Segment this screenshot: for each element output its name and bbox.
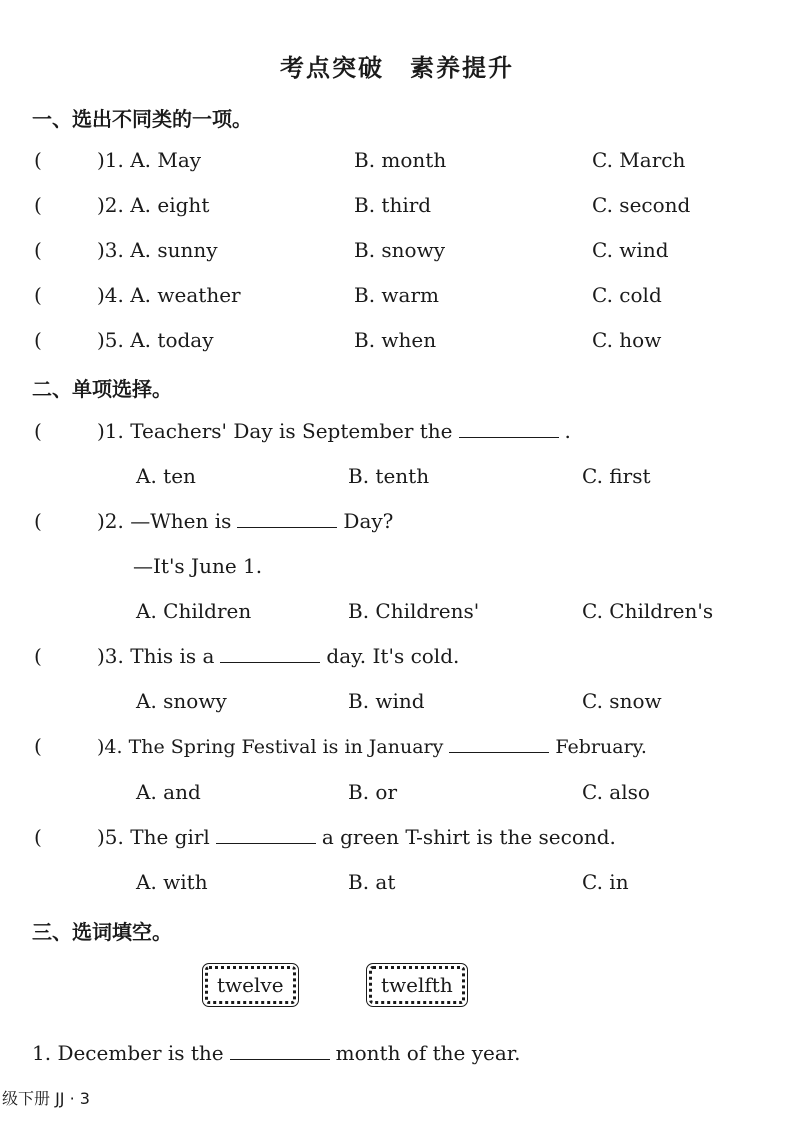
answer-paren[interactable]: ( xyxy=(34,825,42,849)
stem-pre: )3. This is a xyxy=(97,644,215,668)
page-title: 考点突破 素养提升 xyxy=(280,54,514,82)
option-b: B. when xyxy=(354,328,437,352)
page-footer: 级下册 JJ · 3 xyxy=(2,1089,90,1108)
option-a: )2. A. eight xyxy=(97,193,210,217)
option-b: B. wind xyxy=(348,689,425,713)
option-c: C. March xyxy=(592,148,686,172)
section-3-heading: 三、选词填空。 xyxy=(32,920,172,944)
stem-post: Day? xyxy=(343,509,394,533)
option-c: C. second xyxy=(592,193,691,217)
fill-blank[interactable] xyxy=(220,644,320,663)
section-2-heading: 二、单项选择。 xyxy=(32,377,172,401)
option-c: C. in xyxy=(582,870,629,894)
question-stem xyxy=(97,419,571,443)
stem-pre: )5. The girl xyxy=(97,825,210,849)
question-line-2: —It's June 1. xyxy=(133,554,263,578)
fill-blank[interactable] xyxy=(216,825,316,844)
option-a: )3. A. sunny xyxy=(97,238,218,262)
fill-blank[interactable] xyxy=(237,509,337,528)
stem-pre: )2. —When is xyxy=(97,509,232,533)
stem-post: month of the year. xyxy=(335,1041,521,1065)
stem-pre: )4. The Spring Festival is in January xyxy=(97,736,444,758)
option-c: C. wind xyxy=(592,238,669,262)
option-a: A. and xyxy=(136,780,201,804)
option-a: A. Children xyxy=(136,599,252,623)
answer-paren[interactable]: ( xyxy=(34,734,42,758)
stem-pre: )1. Teachers' Day is September the xyxy=(97,419,453,443)
option-c: C. also xyxy=(582,780,650,804)
option-a: A. snowy xyxy=(136,689,227,713)
option-a: )5. A. today xyxy=(97,328,214,352)
option-c: C. how xyxy=(592,328,662,352)
answer-paren[interactable]: ( xyxy=(34,238,42,262)
fill-blank[interactable] xyxy=(230,1041,330,1060)
option-b: B. Childrens' xyxy=(348,599,480,623)
answer-paren[interactable]: ( xyxy=(34,283,42,307)
option-c: C. Children's xyxy=(582,599,714,623)
fill-blank[interactable] xyxy=(449,734,549,753)
section-1-heading: 一、选出不同类的一项。 xyxy=(32,107,252,131)
option-a: )1. A. May xyxy=(97,148,202,172)
stem-post: a green T-shirt is the second. xyxy=(321,825,616,849)
option-a: )4. A. weather xyxy=(97,283,241,307)
option-c: C. first xyxy=(582,464,651,488)
question-stem xyxy=(97,644,459,668)
answer-paren[interactable]: ( xyxy=(34,328,42,352)
word-bank-twelfth: twelfth xyxy=(369,966,465,1004)
stem-post: February. xyxy=(555,736,647,758)
section-3-question-1 xyxy=(32,1041,521,1065)
option-b: B. snowy xyxy=(354,238,446,262)
option-b: B. month xyxy=(354,148,447,172)
option-b: B. warm xyxy=(354,283,439,307)
option-a: A. with xyxy=(136,870,208,894)
word-bank-twelve: twelve xyxy=(205,966,296,1004)
option-b: B. or xyxy=(348,780,398,804)
option-b: B. tenth xyxy=(348,464,430,488)
question-stem xyxy=(97,825,616,849)
stem-post: . xyxy=(564,419,571,443)
stem-post: day. It's cold. xyxy=(326,644,460,668)
answer-paren[interactable]: ( xyxy=(34,509,42,533)
stem-pre: 1. December is the xyxy=(32,1041,224,1065)
question-stem xyxy=(97,509,393,533)
question-stem xyxy=(97,734,647,758)
answer-paren[interactable]: ( xyxy=(34,419,42,443)
option-c: C. cold xyxy=(592,283,662,307)
option-a: A. ten xyxy=(136,464,196,488)
option-b: B. third xyxy=(354,193,432,217)
answer-paren[interactable]: ( xyxy=(34,644,42,668)
answer-paren[interactable]: ( xyxy=(34,148,42,172)
option-c: C. snow xyxy=(582,689,662,713)
option-b: B. at xyxy=(348,870,396,894)
answer-paren[interactable]: ( xyxy=(34,193,42,217)
fill-blank[interactable] xyxy=(459,419,559,438)
